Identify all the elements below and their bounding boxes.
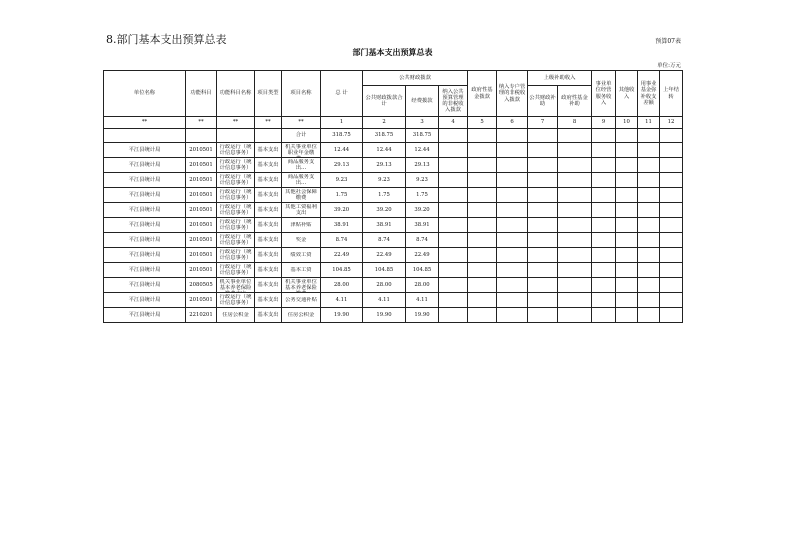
- funds-allocation-cell: 8.74: [406, 233, 439, 248]
- func-name-cell: [217, 278, 255, 293]
- empty-cell: [468, 263, 497, 278]
- empty-cell: [497, 143, 528, 158]
- public-fiscal-cell: 8.74: [363, 233, 406, 248]
- form-code: 预算07表: [655, 38, 681, 45]
- func-name-cell-text: 行政运行（统计信息事务）: [219, 203, 252, 216]
- budget-table: [103, 70, 683, 323]
- table-row: [104, 263, 683, 278]
- empty-cell: [592, 248, 616, 263]
- empty-cell: [528, 293, 558, 308]
- empty-cell: [558, 173, 592, 188]
- empty-cell: [616, 248, 638, 263]
- empty-cell: [660, 293, 683, 308]
- funds-allocation-cell: 38.91: [406, 218, 439, 233]
- total-cell: 8.74: [321, 233, 363, 248]
- public-fiscal-cell: 9.23: [363, 173, 406, 188]
- func-name-cell-text: 行政运行（统计信息事务）: [219, 248, 252, 261]
- item-type-cell: 基本支出: [255, 188, 282, 203]
- public-fiscal-cell: 22.49: [363, 248, 406, 263]
- table-row: [104, 143, 683, 158]
- func-name-cell-text: 行政运行（统计信息事务）: [219, 293, 252, 306]
- func-name-cell-text: 行政运行（统计信息事务）: [219, 173, 252, 186]
- empty-cell: [660, 173, 683, 188]
- item-name-cell: [282, 203, 321, 218]
- empty-cell: [528, 248, 558, 263]
- table-row: [104, 203, 683, 218]
- empty-cell: [558, 308, 592, 323]
- header-unit-name: 单位名称: [104, 71, 186, 117]
- empty-cell: [638, 293, 660, 308]
- empty-cell: [638, 173, 660, 188]
- item-name-cell-text: 住房公积金: [287, 311, 315, 318]
- column-index-cell: 3: [406, 117, 439, 129]
- func-name-cell-text: 行政运行（统计信息事务）: [219, 143, 252, 156]
- empty-cell: [439, 158, 468, 173]
- item-name-cell-text: 商品服务支出…: [287, 158, 315, 171]
- func-name-cell-text: 行政运行（统计信息事务）: [219, 188, 252, 201]
- empty-cell: [638, 308, 660, 323]
- empty-cell: [638, 218, 660, 233]
- public-fiscal-cell: 104.85: [363, 263, 406, 278]
- table-row: [104, 158, 683, 173]
- column-index-cell: **: [282, 117, 321, 129]
- item-name-cell: [282, 233, 321, 248]
- item-name-cell: [282, 143, 321, 158]
- total-cell: 104.85: [321, 263, 363, 278]
- empty-cell: [660, 158, 683, 173]
- item-name-cell: [282, 308, 321, 323]
- empty-cell: [497, 233, 528, 248]
- empty-cell: [528, 203, 558, 218]
- public-fiscal-cell: 4.11: [363, 293, 406, 308]
- total-funds-allocation: 318.75: [406, 129, 439, 143]
- func-code-cell: 2080505: [186, 278, 217, 293]
- public-fiscal-cell: 39.20: [363, 203, 406, 218]
- item-name-cell-text: 公务交通补贴: [285, 296, 317, 303]
- empty-cell: [497, 173, 528, 188]
- public-fiscal-cell: 28.00: [363, 278, 406, 293]
- empty-cell: [660, 143, 683, 158]
- func-code-cell: 2010501: [186, 233, 217, 248]
- empty-cell: [592, 203, 616, 218]
- func-code-cell: 2010501: [186, 218, 217, 233]
- empty-cell: [528, 158, 558, 173]
- empty-cell: [558, 158, 592, 173]
- empty-cell: [439, 173, 468, 188]
- item-name-cell: [282, 173, 321, 188]
- empty-cell: [468, 218, 497, 233]
- empty-cell: [638, 158, 660, 173]
- unit-name-cell: 平江县统计局: [104, 173, 186, 188]
- header-business-income: 事业单位经营服务收入: [592, 71, 616, 117]
- empty-cell: [638, 263, 660, 278]
- empty-cell: [558, 218, 592, 233]
- empty-cell: [497, 263, 528, 278]
- empty-cell: [592, 143, 616, 158]
- empty-cell: [638, 203, 660, 218]
- item-name-cell-text: 其他社会保障缴费: [285, 188, 317, 201]
- func-name-cell-text: 行政运行（统计信息事务）: [219, 233, 252, 246]
- empty-cell: [439, 218, 468, 233]
- index-row: [104, 117, 683, 129]
- header-other-income: 其他收入: [616, 71, 638, 117]
- funds-allocation-cell: 104.85: [406, 263, 439, 278]
- func-code-cell: 2010501: [186, 173, 217, 188]
- empty-cell: [592, 293, 616, 308]
- header-carryover: 上年结转: [660, 71, 683, 117]
- func-code-cell: 2210201: [186, 308, 217, 323]
- func-name-cell-text: 住房公积金: [222, 311, 249, 318]
- empty-cell: [468, 308, 497, 323]
- func-code-cell: 2010501: [186, 143, 217, 158]
- header-item-name: 项目名称: [282, 71, 321, 117]
- empty-cell: [439, 248, 468, 263]
- empty-cell: [660, 308, 683, 323]
- column-index-cell: 1: [321, 117, 363, 129]
- item-name-cell-text: 商品服务支出…: [287, 173, 315, 186]
- item-type-cell: 基本支出: [255, 203, 282, 218]
- total-row: [104, 129, 683, 143]
- empty-cell: [638, 143, 660, 158]
- unit-name-cell: 平江县统计局: [104, 263, 186, 278]
- empty-cell: [439, 308, 468, 323]
- header-gov-fund: 政府性基金拨款: [468, 71, 497, 117]
- total-cell: 38.91: [321, 218, 363, 233]
- column-index-cell: 2: [363, 117, 406, 129]
- total-cell: 9.23: [321, 173, 363, 188]
- empty-cell: [592, 278, 616, 293]
- empty-cell: [660, 218, 683, 233]
- unit-name-cell: 平江县统计局: [104, 248, 186, 263]
- func-code-cell: 2010501: [186, 263, 217, 278]
- empty-cell: [468, 278, 497, 293]
- table-row: [104, 233, 683, 248]
- funds-allocation-cell: 19.90: [406, 308, 439, 323]
- public-fiscal-cell: 19.90: [363, 308, 406, 323]
- item-type-cell: 基本支出: [255, 173, 282, 188]
- item-name-cell: [282, 218, 321, 233]
- empty-cell: [638, 278, 660, 293]
- unit-name-cell: 平江县统计局: [104, 308, 186, 323]
- func-code-cell: 2010501: [186, 203, 217, 218]
- header-public-fiscal: 公共财政拨款: [363, 71, 468, 86]
- empty-cell: [528, 308, 558, 323]
- total-cell: 22.49: [321, 248, 363, 263]
- funds-allocation-cell: 1.75: [406, 188, 439, 203]
- empty-cell: [592, 218, 616, 233]
- empty-cell: [660, 203, 683, 218]
- total-cell: 29.13: [321, 158, 363, 173]
- item-name-cell-text: 机关事业单位职业年金缴: [285, 143, 317, 156]
- header-fund-balance: 用事业基金弥补收支差额: [638, 71, 660, 117]
- header-public-fiscal-general: 公共财政拨款合计: [363, 86, 406, 117]
- funds-allocation-cell: 12.44: [406, 143, 439, 158]
- empty-cell: [592, 173, 616, 188]
- func-code-cell: 2010501: [186, 293, 217, 308]
- empty-cell: [638, 233, 660, 248]
- func-code-cell: 2010501: [186, 188, 217, 203]
- empty-cell: [660, 248, 683, 263]
- funds-allocation-cell: 39.20: [406, 203, 439, 218]
- func-name-cell-text: 机关事业单位基本养老保险: [219, 278, 252, 291]
- empty-cell: [528, 188, 558, 203]
- empty-cell: [592, 233, 616, 248]
- funds-allocation-cell: 29.13: [406, 158, 439, 173]
- empty-cell: [439, 203, 468, 218]
- header-transfer-income: 上级补助收入: [528, 71, 592, 86]
- empty-cell: [660, 278, 683, 293]
- funds-allocation-cell: 28.00: [406, 278, 439, 293]
- func-name-cell: [217, 218, 255, 233]
- func-name-cell: [217, 143, 255, 158]
- column-index-cell: 4: [439, 117, 468, 129]
- empty-cell: [558, 248, 592, 263]
- empty-cell: [528, 173, 558, 188]
- column-index-cell: **: [186, 117, 217, 129]
- public-fiscal-cell: 29.13: [363, 158, 406, 173]
- item-name-cell-text: 绩效工资: [290, 251, 312, 258]
- table-title: 部门基本支出预算总表: [352, 47, 433, 57]
- empty-cell: [558, 233, 592, 248]
- empty-cell: [468, 233, 497, 248]
- table-row: [104, 308, 683, 323]
- empty-cell: [528, 263, 558, 278]
- item-type-cell: 基本支出: [255, 308, 282, 323]
- item-name-cell: [282, 263, 321, 278]
- func-name-cell: [217, 263, 255, 278]
- total-label: 合计: [282, 129, 321, 143]
- empty-cell: [528, 218, 558, 233]
- empty-cell: [468, 173, 497, 188]
- func-name-cell: [217, 188, 255, 203]
- total-public-fiscal: 318.75: [363, 129, 406, 143]
- empty-cell: [616, 218, 638, 233]
- empty-cell: [468, 293, 497, 308]
- header-func-name: 功能科目名称: [217, 71, 255, 117]
- empty-cell: [592, 263, 616, 278]
- total-cell: 28.00: [321, 278, 363, 293]
- item-type-cell: 基本支出: [255, 278, 282, 293]
- header-nontax-revenue: 纳入公共预算管理的非税收入拨款: [439, 86, 468, 117]
- column-index-cell: **: [255, 117, 282, 129]
- func-name-cell: [217, 308, 255, 323]
- funds-allocation-cell: 9.23: [406, 173, 439, 188]
- func-name-cell: [217, 248, 255, 263]
- empty-cell: [558, 203, 592, 218]
- func-code-cell: 2010501: [186, 158, 217, 173]
- total-cell: 4.11: [321, 293, 363, 308]
- public-fiscal-cell: 1.75: [363, 188, 406, 203]
- empty-cell: [439, 233, 468, 248]
- empty-cell: [616, 158, 638, 173]
- header-transfer-public: 公共财政补助: [528, 86, 558, 117]
- empty-cell: [558, 143, 592, 158]
- func-name-cell: [217, 203, 255, 218]
- item-name-cell: [282, 293, 321, 308]
- empty-cell: [439, 278, 468, 293]
- item-name-cell: [282, 278, 321, 293]
- empty-cell: [497, 188, 528, 203]
- item-name-cell: [282, 248, 321, 263]
- column-index-cell: 12: [660, 117, 683, 129]
- unit-name-cell: 平江县统计局: [104, 233, 186, 248]
- header-special-account: 纳入专户管理的非税收入拨款: [497, 71, 528, 117]
- func-name-cell: [217, 158, 255, 173]
- empty-cell: [558, 293, 592, 308]
- item-name-cell: [282, 188, 321, 203]
- header-func-code: 功能科目: [186, 71, 217, 117]
- empty-cell: [497, 293, 528, 308]
- empty-cell: [468, 203, 497, 218]
- table-row: [104, 248, 683, 263]
- header-funds-allocation: 经费拨款: [406, 86, 439, 117]
- empty-cell: [528, 278, 558, 293]
- empty-cell: [468, 143, 497, 158]
- column-index-cell: **: [217, 117, 255, 129]
- empty-cell: [616, 203, 638, 218]
- column-index-cell: 8: [558, 117, 592, 129]
- column-index-cell: 5: [468, 117, 497, 129]
- empty-cell: [616, 263, 638, 278]
- empty-cell: [558, 278, 592, 293]
- empty-cell: [497, 203, 528, 218]
- table-row: [104, 173, 683, 188]
- table-body: [104, 129, 683, 323]
- total-cell: 39.20: [321, 203, 363, 218]
- total-amount: 318.75: [321, 129, 363, 143]
- empty-cell: [592, 158, 616, 173]
- func-name-cell: [217, 293, 255, 308]
- empty-cell: [497, 248, 528, 263]
- empty-cell: [592, 188, 616, 203]
- empty-cell: [468, 158, 497, 173]
- func-name-cell: [217, 173, 255, 188]
- func-name-cell-text: 行政运行（统计信息事务）: [219, 263, 252, 276]
- empty-cell: [468, 248, 497, 263]
- item-name-cell-text: 基本工资: [290, 266, 312, 273]
- empty-cell: [660, 188, 683, 203]
- item-type-cell: 基本支出: [255, 218, 282, 233]
- empty-cell: [660, 263, 683, 278]
- column-index-cell: 6: [497, 117, 528, 129]
- column-index-cell: 11: [638, 117, 660, 129]
- table-row: [104, 188, 683, 203]
- item-name-cell-text: 机关事业单位基本养老保险: [285, 278, 317, 291]
- total-cell: 19.90: [321, 308, 363, 323]
- empty-cell: [439, 263, 468, 278]
- func-code-cell: 2010501: [186, 248, 217, 263]
- item-type-cell: 基本支出: [255, 143, 282, 158]
- empty-cell: [439, 293, 468, 308]
- empty-cell: [616, 278, 638, 293]
- empty-cell: [616, 233, 638, 248]
- func-name-cell-text: 行政运行（统计信息事务）: [219, 158, 252, 171]
- empty-cell: [497, 278, 528, 293]
- table-header: [104, 71, 683, 129]
- empty-cell: [616, 143, 638, 158]
- item-type-cell: 基本支出: [255, 158, 282, 173]
- empty-cell: [616, 173, 638, 188]
- header-transfer-govfund: 政府性基金补助: [558, 86, 592, 117]
- header-item-type: 项目类型: [255, 71, 282, 117]
- empty-cell: [558, 188, 592, 203]
- item-name-cell-text: 津贴补贴: [290, 221, 312, 228]
- empty-cell: [616, 188, 638, 203]
- empty-cell: [439, 143, 468, 158]
- funds-allocation-cell: 22.49: [406, 248, 439, 263]
- public-fiscal-cell: 38.91: [363, 218, 406, 233]
- empty-cell: [558, 263, 592, 278]
- table-row: [104, 293, 683, 308]
- empty-cell: [638, 188, 660, 203]
- item-type-cell: 基本支出: [255, 293, 282, 308]
- empty-cell: [468, 188, 497, 203]
- empty-cell: [497, 218, 528, 233]
- empty-cell: [439, 188, 468, 203]
- item-name-cell: [282, 158, 321, 173]
- column-index-cell: **: [104, 117, 186, 129]
- empty-cell: [660, 233, 683, 248]
- column-index-cell: 7: [528, 117, 558, 129]
- empty-cell: [616, 293, 638, 308]
- empty-cell: [497, 158, 528, 173]
- item-type-cell: 基本支出: [255, 263, 282, 278]
- unit-name-cell: 平江县统计局: [104, 188, 186, 203]
- func-name-cell-text: 行政运行（统计信息事务）: [219, 218, 252, 231]
- column-index-cell: 9: [592, 117, 616, 129]
- total-cell: 12.44: [321, 143, 363, 158]
- unit-name-cell: 平江县统计局: [104, 293, 186, 308]
- item-type-cell: 基本支出: [255, 233, 282, 248]
- empty-cell: [592, 308, 616, 323]
- item-type-cell: 基本支出: [255, 248, 282, 263]
- empty-cell: [638, 248, 660, 263]
- item-name-cell-text: 其他工资福利支出: [285, 203, 317, 216]
- empty-cell: [528, 233, 558, 248]
- funds-allocation-cell: 4.11: [406, 293, 439, 308]
- header-total: 总 计: [321, 71, 363, 117]
- unit-name-cell: 平江县统计局: [104, 158, 186, 173]
- unit-name-cell: 平江县统计局: [104, 278, 186, 293]
- column-index-cell: 10: [616, 117, 638, 129]
- unit-label: 单位:万元: [657, 63, 681, 69]
- unit-name-cell: 平江县统计局: [104, 203, 186, 218]
- empty-cell: [528, 143, 558, 158]
- total-cell: 1.75: [321, 188, 363, 203]
- unit-name-cell: 平江县统计局: [104, 143, 186, 158]
- item-name-cell-text: 奖金: [295, 236, 307, 243]
- unit-name-cell: 平江县统计局: [104, 218, 186, 233]
- table-row: [104, 278, 683, 293]
- empty-cell: [497, 308, 528, 323]
- table-row: [104, 218, 683, 233]
- public-fiscal-cell: 12.44: [363, 143, 406, 158]
- empty-cell: [616, 308, 638, 323]
- page-heading: 8.部门基本支出预算总表: [106, 33, 227, 46]
- func-name-cell: [217, 233, 255, 248]
